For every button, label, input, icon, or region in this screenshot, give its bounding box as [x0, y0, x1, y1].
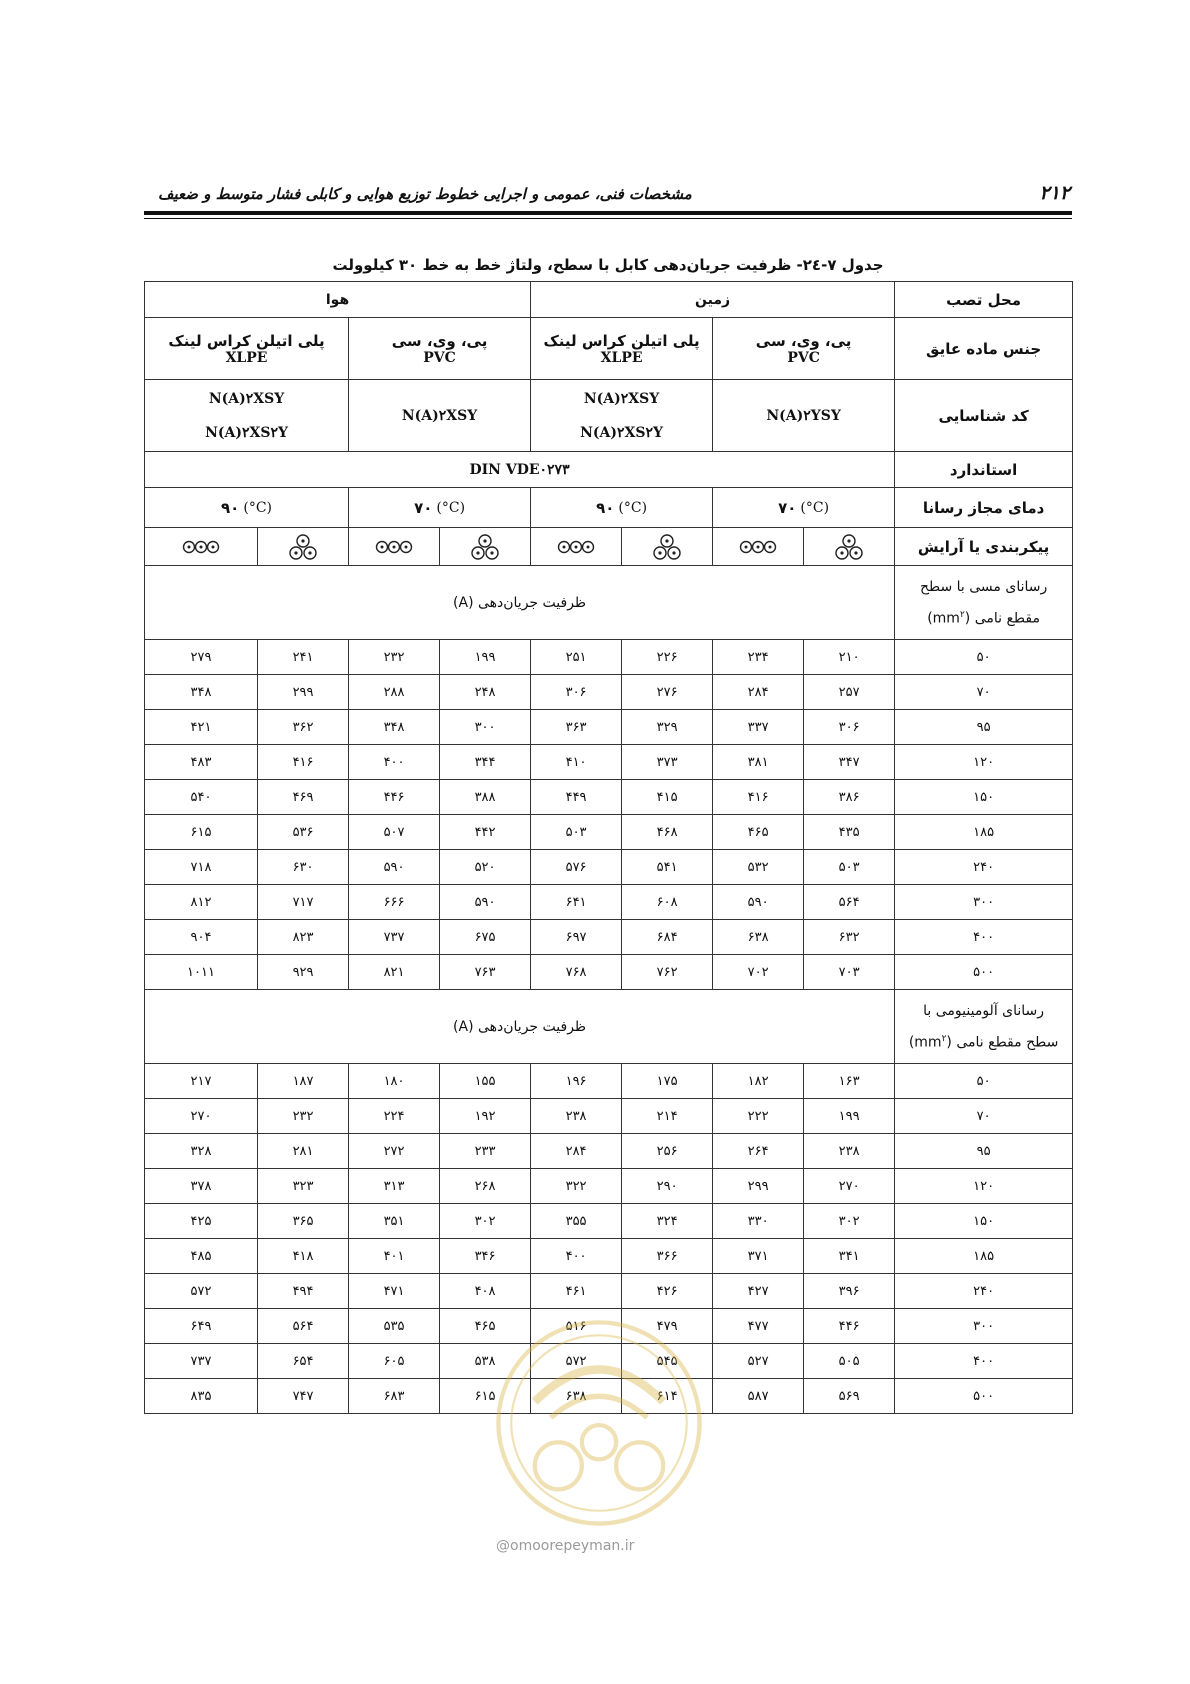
trefoil-icon: [258, 528, 349, 566]
aluminium-table-row: [145, 1134, 1073, 1169]
ampacity-cell: ۲۸۴: [531, 1134, 622, 1169]
cross-section-cell: ۹۵: [895, 1134, 1073, 1169]
ampacity-cell: ۶۰۵: [349, 1344, 440, 1379]
ampacity-cell: ۱۵۵: [440, 1064, 531, 1099]
ampacity-cell: ۲۷۰: [804, 1169, 895, 1204]
cross-section-cell: ۱۲۰: [895, 1169, 1073, 1204]
ampacity-cell: ۶۳۲: [804, 920, 895, 955]
ampacity-cell: ۳۲۹: [622, 710, 713, 745]
ampacity-cell: ۱۷۵: [622, 1064, 713, 1099]
aluminium-table-row: [145, 1204, 1073, 1239]
temp-unit: (°C): [436, 499, 466, 516]
ampacity-cell: ۵۴۰: [145, 780, 258, 815]
ampacity-cell: ۴۴۶: [349, 780, 440, 815]
ampacity-cell: ۲۲۶: [622, 640, 713, 675]
copper-group-row: [145, 566, 1073, 640]
running-title: مشخصات فنی، عمومی و اجرایی خطوط توزیع هوایی و کابلی فشار متوسط و ضعیف: [158, 185, 692, 203]
ampacity-cell: ۵۲۰: [440, 850, 531, 885]
ampacity-cell: ۴۱۸: [258, 1239, 349, 1274]
label-installation: محل تصب: [895, 282, 1073, 318]
ampacity-cell: ۵۶۹: [804, 1379, 895, 1414]
ampacity-cell: ۳۳۷: [713, 710, 804, 745]
copper-table-row: [145, 780, 1073, 815]
ampacity-cell: ۲۱۰: [804, 640, 895, 675]
cross-section-cell: ۷۰: [895, 1099, 1073, 1134]
ampacity-cell: ۲۵۱: [531, 640, 622, 675]
ampacity-cell: ۵۴۱: [622, 850, 713, 885]
ampacity-cell: ۷۶۳: [440, 955, 531, 990]
flat-formation-icon: [531, 528, 622, 566]
ampacity-cell: ۵۹۰: [713, 885, 804, 920]
place-ground: زمین: [531, 282, 895, 318]
aluminium-table-row: [145, 1344, 1073, 1379]
ampacity-cell: ۹۰۴: [145, 920, 258, 955]
ampacity-cell: ۶۳۸: [531, 1379, 622, 1414]
ampacity-cell: ۴۷۷: [713, 1309, 804, 1344]
ampacity-cell: ۷۱۷: [258, 885, 349, 920]
ampacity-cell: ۴۲۵: [145, 1204, 258, 1239]
ampacity-cell: ۴۶۵: [440, 1309, 531, 1344]
cross-section-cell: ۴۰۰: [895, 1344, 1073, 1379]
material-en: XLPE: [225, 349, 268, 366]
ampacity-cell: ۲۳۴: [713, 640, 804, 675]
ampacity-cell: ۵۴۵: [622, 1344, 713, 1379]
ampacity-cell: ۳۷۳: [622, 745, 713, 780]
ampacity-cell: ۴۲۷: [713, 1274, 804, 1309]
flat-formation-icon: [713, 528, 804, 566]
ampacity-cell: ۳۵۵: [531, 1204, 622, 1239]
aluminium-table-row: [145, 1274, 1073, 1309]
ampacity-cell: ۱۹۹: [804, 1099, 895, 1134]
cross-section-cell: ۵۰۰: [895, 955, 1073, 990]
ampacity-cell: ۶۶۶: [349, 885, 440, 920]
ampacity-cell: ۹۲۹: [258, 955, 349, 990]
ampacity-cell: ۷۶۲: [622, 955, 713, 990]
aluminium-table-row: [145, 1099, 1073, 1134]
ampacity-cell: ۳۰۲: [440, 1204, 531, 1239]
ampacity-cell: ۵۱۶: [531, 1309, 622, 1344]
ampacity-cell: ۲۵۶: [622, 1134, 713, 1169]
row-insulation: [145, 318, 1073, 380]
ground-xlpe-temp: [531, 488, 713, 528]
ampacity-cell: ۴۱۰: [531, 745, 622, 780]
temp-unit: (°C): [243, 499, 272, 516]
temp-unit: (°C): [800, 499, 830, 516]
ampacity-cell: ۳۴۱: [804, 1239, 895, 1274]
flat-formation-icon: [349, 528, 440, 566]
ampacity-cell: ۳۴۴: [440, 745, 531, 780]
temp-value: ۹۰: [596, 498, 615, 517]
ampacity-cell: ۲۷۶: [622, 675, 713, 710]
air-xlpe-code: [145, 380, 349, 452]
material-en: XLPE: [600, 349, 643, 366]
ampacity-cell: ۸۱۲: [145, 885, 258, 920]
watermark-site: @omoorepeyman.ir: [496, 1538, 635, 1554]
ampacity-cell: ۲۳۳: [440, 1134, 531, 1169]
ampacity-cell: ۴۱۶: [713, 780, 804, 815]
ampacity-cell: ۲۳۸: [531, 1099, 622, 1134]
ampacity-cell: ۵۷۲: [145, 1274, 258, 1309]
ampacity-cell: ۲۷۲: [349, 1134, 440, 1169]
ampacity-cell: ۷۴۷: [258, 1379, 349, 1414]
ampacity-cell: ۷۳۷: [145, 1344, 258, 1379]
material-en: PVC: [423, 349, 456, 366]
ampacity-cell: ۴۲۱: [145, 710, 258, 745]
ampacity-cell: ۴۴۲: [440, 815, 531, 850]
ampacity-cell: ۳۵۱: [349, 1204, 440, 1239]
ampacity-cell: ۵۷۲: [531, 1344, 622, 1379]
ampacity-cell: ۳۰۰: [440, 710, 531, 745]
cross-section-cell: ۱۲۰: [895, 745, 1073, 780]
ampacity-cell: ۴۰۰: [531, 1239, 622, 1274]
ampacity-cell: ۴۲۶: [622, 1274, 713, 1309]
ampacity-cell: ۵۳۲: [713, 850, 804, 885]
aluminium-table-row: [145, 1064, 1073, 1099]
copper-table-row: [145, 640, 1073, 675]
code-value: N(A)۲YSY: [766, 407, 841, 424]
ampacity-cell: ۸۲۱: [349, 955, 440, 990]
ampacity-cell: ۶۵۴: [258, 1344, 349, 1379]
ground-pvc-temp: [713, 488, 895, 528]
aluminium-label: رسانای آلومینیومی با سطح مقطع نامی $(mm^۲)$: [895, 990, 1073, 1064]
header-rule-thin: [144, 218, 1072, 219]
material-en: PVC: [787, 349, 820, 366]
cross-section-cell: ۹۵: [895, 710, 1073, 745]
ampacity-cell: ۳۸۱: [713, 745, 804, 780]
ampacity-cell: ۵۰۳: [804, 850, 895, 885]
ampacity-cell: ۶۳۸: [713, 920, 804, 955]
code-value: N(A)۲XSY: [583, 390, 660, 407]
ampacity-cell: ۳۶۳: [531, 710, 622, 745]
material-fa: پلی اتیلن کراس لینک: [168, 331, 325, 350]
ampacity-cell: ۲۸۴: [713, 675, 804, 710]
copper-table-row: [145, 675, 1073, 710]
ground-xlpe-material: [531, 318, 713, 380]
ampacity-cell: ۶۱۵: [440, 1379, 531, 1414]
cross-section-cell: ۵۰: [895, 640, 1073, 675]
ampacity-cell: ۳۴۸: [145, 675, 258, 710]
ampacity-cell: ۴۶۹: [258, 780, 349, 815]
ampacity-cell: ۴۴۶: [804, 1309, 895, 1344]
row-temperature: [145, 488, 1073, 528]
label-code: کد شناسایی: [895, 380, 1073, 452]
row-code: [145, 380, 1073, 452]
copper-table-row: [145, 850, 1073, 885]
copper-table-row: [145, 955, 1073, 990]
air-pvc-code: [349, 380, 531, 452]
cross-section-cell: ۷۰: [895, 675, 1073, 710]
cross-section-cell: ۳۰۰: [895, 1309, 1073, 1344]
ampacity-cell: ۲۳۲: [258, 1099, 349, 1134]
label-insulation: جنس ماده عایق: [895, 318, 1073, 380]
ampacity-cell: ۱۹۶: [531, 1064, 622, 1099]
header-rule-thick: [144, 211, 1072, 215]
page-number: ۲۱۲: [1039, 182, 1070, 204]
ampacity-cell: ۳۶۲: [258, 710, 349, 745]
ampacity-cell: ۳۷۱: [713, 1239, 804, 1274]
ampacity-cell: ۵۷۶: [531, 850, 622, 885]
ampacity-cell: ۴۶۵: [713, 815, 804, 850]
aluminium-table-row: [145, 1309, 1073, 1344]
ampacity-cell: ۴۰۰: [349, 745, 440, 780]
ampacity-cell: ۶۴۱: [531, 885, 622, 920]
ampacity-cell: ۴۸۵: [145, 1239, 258, 1274]
ampacity-cell: ۲۹۹: [258, 675, 349, 710]
ampacity-cell: ۳۳۰: [713, 1204, 804, 1239]
material-fa: پلی اتیلن کراس لینک: [543, 331, 700, 350]
copper-capacity-label: ظرفیت جریان‌دهی (A): [145, 566, 895, 640]
ampacity-cell: ۴۳۵: [804, 815, 895, 850]
aluminium-group-row: [145, 990, 1073, 1064]
copper-table-row: [145, 885, 1073, 920]
ampacity-cell: ۳۲۳: [258, 1169, 349, 1204]
ampacity-cell: ۵۲۷: [713, 1344, 804, 1379]
ampacity-cell: ۲۷۹: [145, 640, 258, 675]
ampacity-cell: ۴۰۸: [440, 1274, 531, 1309]
ampacity-cell: ۶۷۵: [440, 920, 531, 955]
flat-formation-icon: [145, 528, 258, 566]
page-header: [144, 182, 1072, 210]
ampacity-cell: ۱۸۰: [349, 1064, 440, 1099]
ampacity-cell: ۳۲۲: [531, 1169, 622, 1204]
aluminium-capacity-label: ظرفیت جریان‌دهی (A): [145, 990, 895, 1064]
ampacity-cell: ۲۱۷: [145, 1064, 258, 1099]
label-standard: استاندارد: [895, 452, 1073, 488]
temp-unit: (°C): [618, 499, 648, 516]
ground-xlpe-code: [531, 380, 713, 452]
code-value: N(A)۲XSY: [208, 390, 285, 407]
ampacity-cell: ۲۳۲: [349, 640, 440, 675]
ampacity-cell: ۳۷۸: [145, 1169, 258, 1204]
ampacity-cell: ۳۴۶: [440, 1239, 531, 1274]
label-temperature: دمای مجاز رسانا: [895, 488, 1073, 528]
code-value: N(A)۲XSY: [401, 407, 478, 424]
ampacity-cell: ۲۴۱: [258, 640, 349, 675]
ampacity-cell: ۴۹۴: [258, 1274, 349, 1309]
ampacity-cell: ۶۳۰: [258, 850, 349, 885]
ampacity-cell: ۱۸۲: [713, 1064, 804, 1099]
ampacity-cell: ۸۳۵: [145, 1379, 258, 1414]
ampacity-cell: ۲۲۲: [713, 1099, 804, 1134]
ampacity-cell: ۱۶۳: [804, 1064, 895, 1099]
cross-section-cell: ۱۵۰: [895, 780, 1073, 815]
cross-section-cell: ۳۰۰: [895, 885, 1073, 920]
ampacity-cell: ۲۴۸: [440, 675, 531, 710]
ground-pvc-material: [713, 318, 895, 380]
ampacity-cell: ۳۴۷: [804, 745, 895, 780]
temp-value: ۹۰: [221, 498, 240, 517]
ampacity-cell: ۵۰۳: [531, 815, 622, 850]
standard-value: DIN VDE۰۲۷۳: [145, 452, 895, 488]
code-value: N(A)۲XS۲Y: [205, 424, 288, 441]
ampacity-cell: ۴۴۹: [531, 780, 622, 815]
ampacity-cell: ۵۳۸: [440, 1344, 531, 1379]
copper-label: رسانای مسی با سطح مقطع نامی $(mm^۲)$: [895, 566, 1073, 640]
temp-value: ۷۰: [778, 498, 797, 517]
code-value: N(A)۲XS۲Y: [580, 424, 664, 441]
ampacity-cell: ۶۱۵: [145, 815, 258, 850]
cross-section-cell: ۱۵۰: [895, 1204, 1073, 1239]
aluminium-table-row: [145, 1379, 1073, 1414]
ampacity-cell: ۳۰۶: [531, 675, 622, 710]
ampacity-cell: ۲۶۴: [713, 1134, 804, 1169]
trefoil-icon: [440, 528, 531, 566]
ampacity-cell: ۱۸۷: [258, 1064, 349, 1099]
trefoil-icon: [804, 528, 895, 566]
cross-section-cell: ۲۴۰: [895, 1274, 1073, 1309]
ampacity-cell: ۳۲۴: [622, 1204, 713, 1239]
ampacity-cell: ۲۸۱: [258, 1134, 349, 1169]
ampacity-cell: ۵۳۶: [258, 815, 349, 850]
ampacity-cell: ۷۱۸: [145, 850, 258, 885]
ampacity-cell: ۲۵۷: [804, 675, 895, 710]
ampacity-cell: ۵۸۷: [713, 1379, 804, 1414]
ampacity-cell: ۴۷۹: [622, 1309, 713, 1344]
ampacity-cell: ۲۶۸: [440, 1169, 531, 1204]
ampacity-cell: ۳۴۸: [349, 710, 440, 745]
ampacity-cell: ۴۱۵: [622, 780, 713, 815]
ampacity-cell: ۴۶۱: [531, 1274, 622, 1309]
ampacity-cell: ۳۸۸: [440, 780, 531, 815]
ampacity-cell: ۸۲۳: [258, 920, 349, 955]
table-caption: جدول ۷-۲٤- ظرفیت جریان‌دهی کابل با سطح، ولتاژ خط به خط ۳۰ کیلوولت: [332, 256, 884, 274]
ampacity-cell: ۱۹۲: [440, 1099, 531, 1134]
copper-table-row: [145, 710, 1073, 745]
ampacity-cell: ۲۹۹: [713, 1169, 804, 1204]
ground-pvc-code: [713, 380, 895, 452]
label-arrangement: پیکربندی یا آرایش: [895, 528, 1073, 566]
ampacity-cell: ۳۶۶: [622, 1239, 713, 1274]
ampacity-cell: ۴۷۱: [349, 1274, 440, 1309]
ampacity-cell: ۴۶۸: [622, 815, 713, 850]
ampacity-cell: ۷۰۲: [713, 955, 804, 990]
aluminium-table-row: [145, 1239, 1073, 1274]
ampacity-cell: ۲۷۰: [145, 1099, 258, 1134]
ampacity-cell: ۵۶۴: [258, 1309, 349, 1344]
air-pvc-temp: [349, 488, 531, 528]
air-xlpe-temp: [145, 488, 349, 528]
cross-section-cell: ۵۰۰: [895, 1379, 1073, 1414]
ampacity-cell: ۳۱۳: [349, 1169, 440, 1204]
cross-section-cell: ۵۰: [895, 1064, 1073, 1099]
ampacity-cell: ۷۰۳: [804, 955, 895, 990]
air-pvc-material: [349, 318, 531, 380]
ampacity-cell: ۲۳۸: [804, 1134, 895, 1169]
ampacity-cell: ۵۳۵: [349, 1309, 440, 1344]
copper-table-row: [145, 920, 1073, 955]
ampacity-cell: ۵۰۵: [804, 1344, 895, 1379]
ampacity-cell: ۲۱۴: [622, 1099, 713, 1134]
ampacity-cell: ۱۰۱۱: [145, 955, 258, 990]
ampacity-cell: ۵۹۰: [440, 885, 531, 920]
temp-value: ۷۰: [414, 498, 433, 517]
copper-table-row: [145, 815, 1073, 850]
ampacity-cell: ۶۴۹: [145, 1309, 258, 1344]
ampacity-cell: ۶۱۴: [622, 1379, 713, 1414]
ampacity-cell: ۵۹۰: [349, 850, 440, 885]
ampacity-cell: ۴۸۳: [145, 745, 258, 780]
ampacity-cell: ۲۲۴: [349, 1099, 440, 1134]
ampacity-cell: ۳۲۸: [145, 1134, 258, 1169]
ampacity-cell: ۵۶۴: [804, 885, 895, 920]
cross-section-cell: ۱۸۵: [895, 815, 1073, 850]
trefoil-icon: [622, 528, 713, 566]
row-standard: [145, 452, 1073, 488]
ampacity-cell: ۴۱۶: [258, 745, 349, 780]
place-air: هوا: [145, 282, 531, 318]
ampacity-table: [144, 281, 1073, 1414]
ampacity-cell: ۳۹۶: [804, 1274, 895, 1309]
material-fa: پی، وی، سی: [755, 331, 852, 350]
cross-section-cell: ۲۴۰: [895, 850, 1073, 885]
ampacity-cell: ۲۸۸: [349, 675, 440, 710]
air-xlpe-material: [145, 318, 349, 380]
cross-section-cell: ۴۰۰: [895, 920, 1073, 955]
ampacity-cell: ۳۸۶: [804, 780, 895, 815]
ampacity-cell: ۷۳۷: [349, 920, 440, 955]
ampacity-cell: ۳۶۵: [258, 1204, 349, 1239]
ampacity-cell: ۵۰۷: [349, 815, 440, 850]
copper-table-row: [145, 745, 1073, 780]
ampacity-cell: ۲۹۰: [622, 1169, 713, 1204]
ampacity-cell: ۳۰۲: [804, 1204, 895, 1239]
material-fa: پی، وی، سی: [391, 331, 488, 350]
ampacity-cell: ۳۰۶: [804, 710, 895, 745]
row-installation: [145, 282, 1073, 318]
ampacity-cell: ۱۹۹: [440, 640, 531, 675]
cross-section-cell: ۱۸۵: [895, 1239, 1073, 1274]
row-arrangement: [145, 528, 1073, 566]
ampacity-cell: ۶۸۳: [349, 1379, 440, 1414]
aluminium-table-row: [145, 1169, 1073, 1204]
ampacity-cell: ۶۸۴: [622, 920, 713, 955]
ampacity-cell: ۴۰۱: [349, 1239, 440, 1274]
ampacity-cell: ۶۹۷: [531, 920, 622, 955]
ampacity-cell: ۷۶۸: [531, 955, 622, 990]
ampacity-cell: ۶۰۸: [622, 885, 713, 920]
